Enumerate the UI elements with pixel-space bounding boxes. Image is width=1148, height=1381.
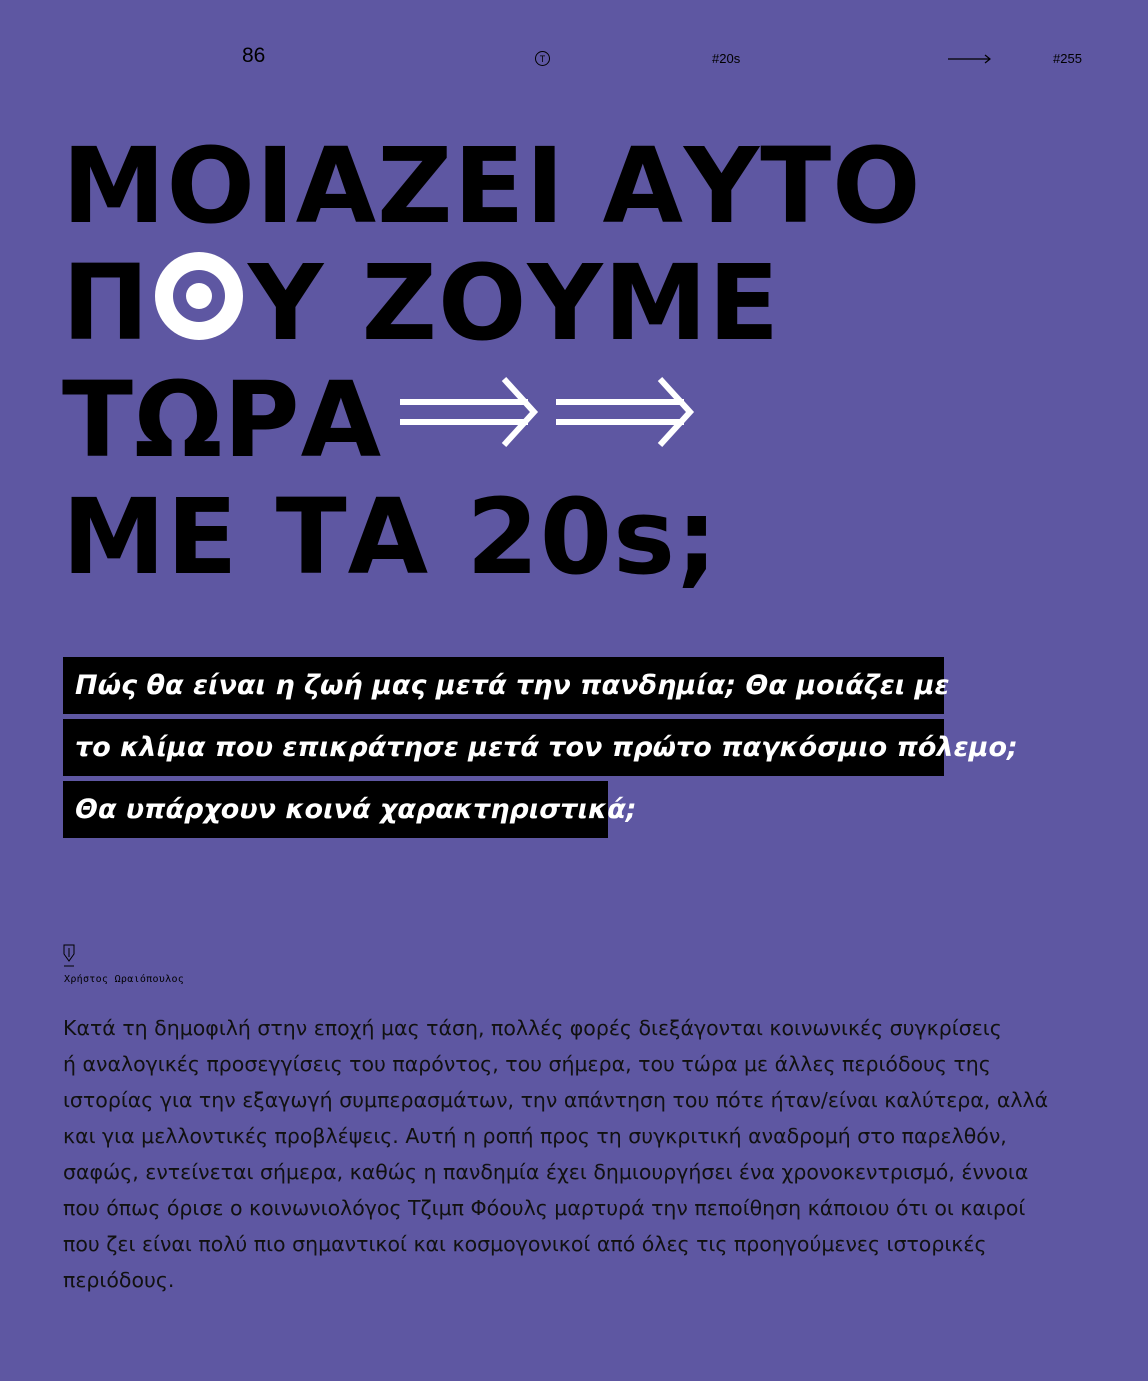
body-line: σαφώς, εντείνεται σήμερα, καθώς η πανδημία έχει δημιουργήσει ένα χρονοκεντρισμό, έννοια: [63, 1160, 1029, 1184]
body-line: και για μελλοντικές προβλέψεις. Αυτή η ροπή προς τη συγκριτική αναδρομή στο παρελθόν,: [63, 1124, 1007, 1148]
body-line: που όπως όρισε ο κοινωνιολόγος Τζιμπ Φόουλς μαρτυρά την πεποίθηση κάποιου ότι οι καιροί: [63, 1196, 1026, 1220]
headline-line-4: ΜΕ ΤΑ 20s;: [62, 476, 719, 598]
body-line: περιόδους.: [63, 1268, 175, 1292]
target-o-icon: [154, 247, 244, 337]
headline-line-2: [62, 242, 922, 364]
deck-line-2: το κλίμα που επικράτησε μετά τον πρώτο παγκόσμιο πόλεμο;: [63, 719, 944, 776]
headline-line-1: ΜΟΙΑΖΕΙ ΑΥΤΟ: [62, 125, 922, 247]
headline: [62, 125, 922, 598]
author-name: Χρήστος Ωραιόπουλος: [64, 974, 185, 985]
arrow-right-icon: [948, 53, 992, 65]
headline-line-3: [62, 359, 922, 481]
body-line: ιστορίας για την εξαγωγή συμπερασμάτων, την απάντηση του πότε ήταν/είναι καλύτερα, αλλά: [63, 1088, 1049, 1112]
double-arrow-icon: [400, 376, 696, 448]
article-body: [63, 1010, 1083, 1298]
body-line: ή αναλογικές προσεγγίσεις του παρόντος, του σήμερα, του τώρα με άλλες περιόδους της: [63, 1052, 991, 1076]
section-t-icon: T: [535, 51, 550, 66]
issue-number: #255: [1053, 51, 1082, 66]
headline-line-2-start: Π: [62, 242, 151, 364]
body-line: που ζει είναι πολύ πιο σημαντικοί και κοσμογονικοί από όλες τις προηγούμενες ιστορικές: [63, 1232, 987, 1256]
headline-line-3-text: ΤΩΡΑ: [62, 359, 383, 481]
pen-nib-icon: [63, 944, 75, 968]
page-header: [0, 0, 1148, 100]
deck-line-1: Πώς θα είναι η ζωή μας μετά την πανδημία; Θα μοιάζει με: [63, 657, 944, 714]
headline-line-2-end: Υ ΖΟΥΜΕ: [248, 242, 781, 364]
section-tag: #20s: [712, 51, 741, 66]
deck: [63, 657, 1018, 843]
body-line: Κατά τη δημοφιλή στην εποχή μας τάση, πολλές φορές διεξάγονται κοινωνικές συγκρίσεις: [63, 1016, 1002, 1040]
deck-line-3: Θα υπάρχουν κοινά χαρακτηριστικά;: [63, 781, 608, 838]
page-number: 86: [242, 44, 266, 67]
